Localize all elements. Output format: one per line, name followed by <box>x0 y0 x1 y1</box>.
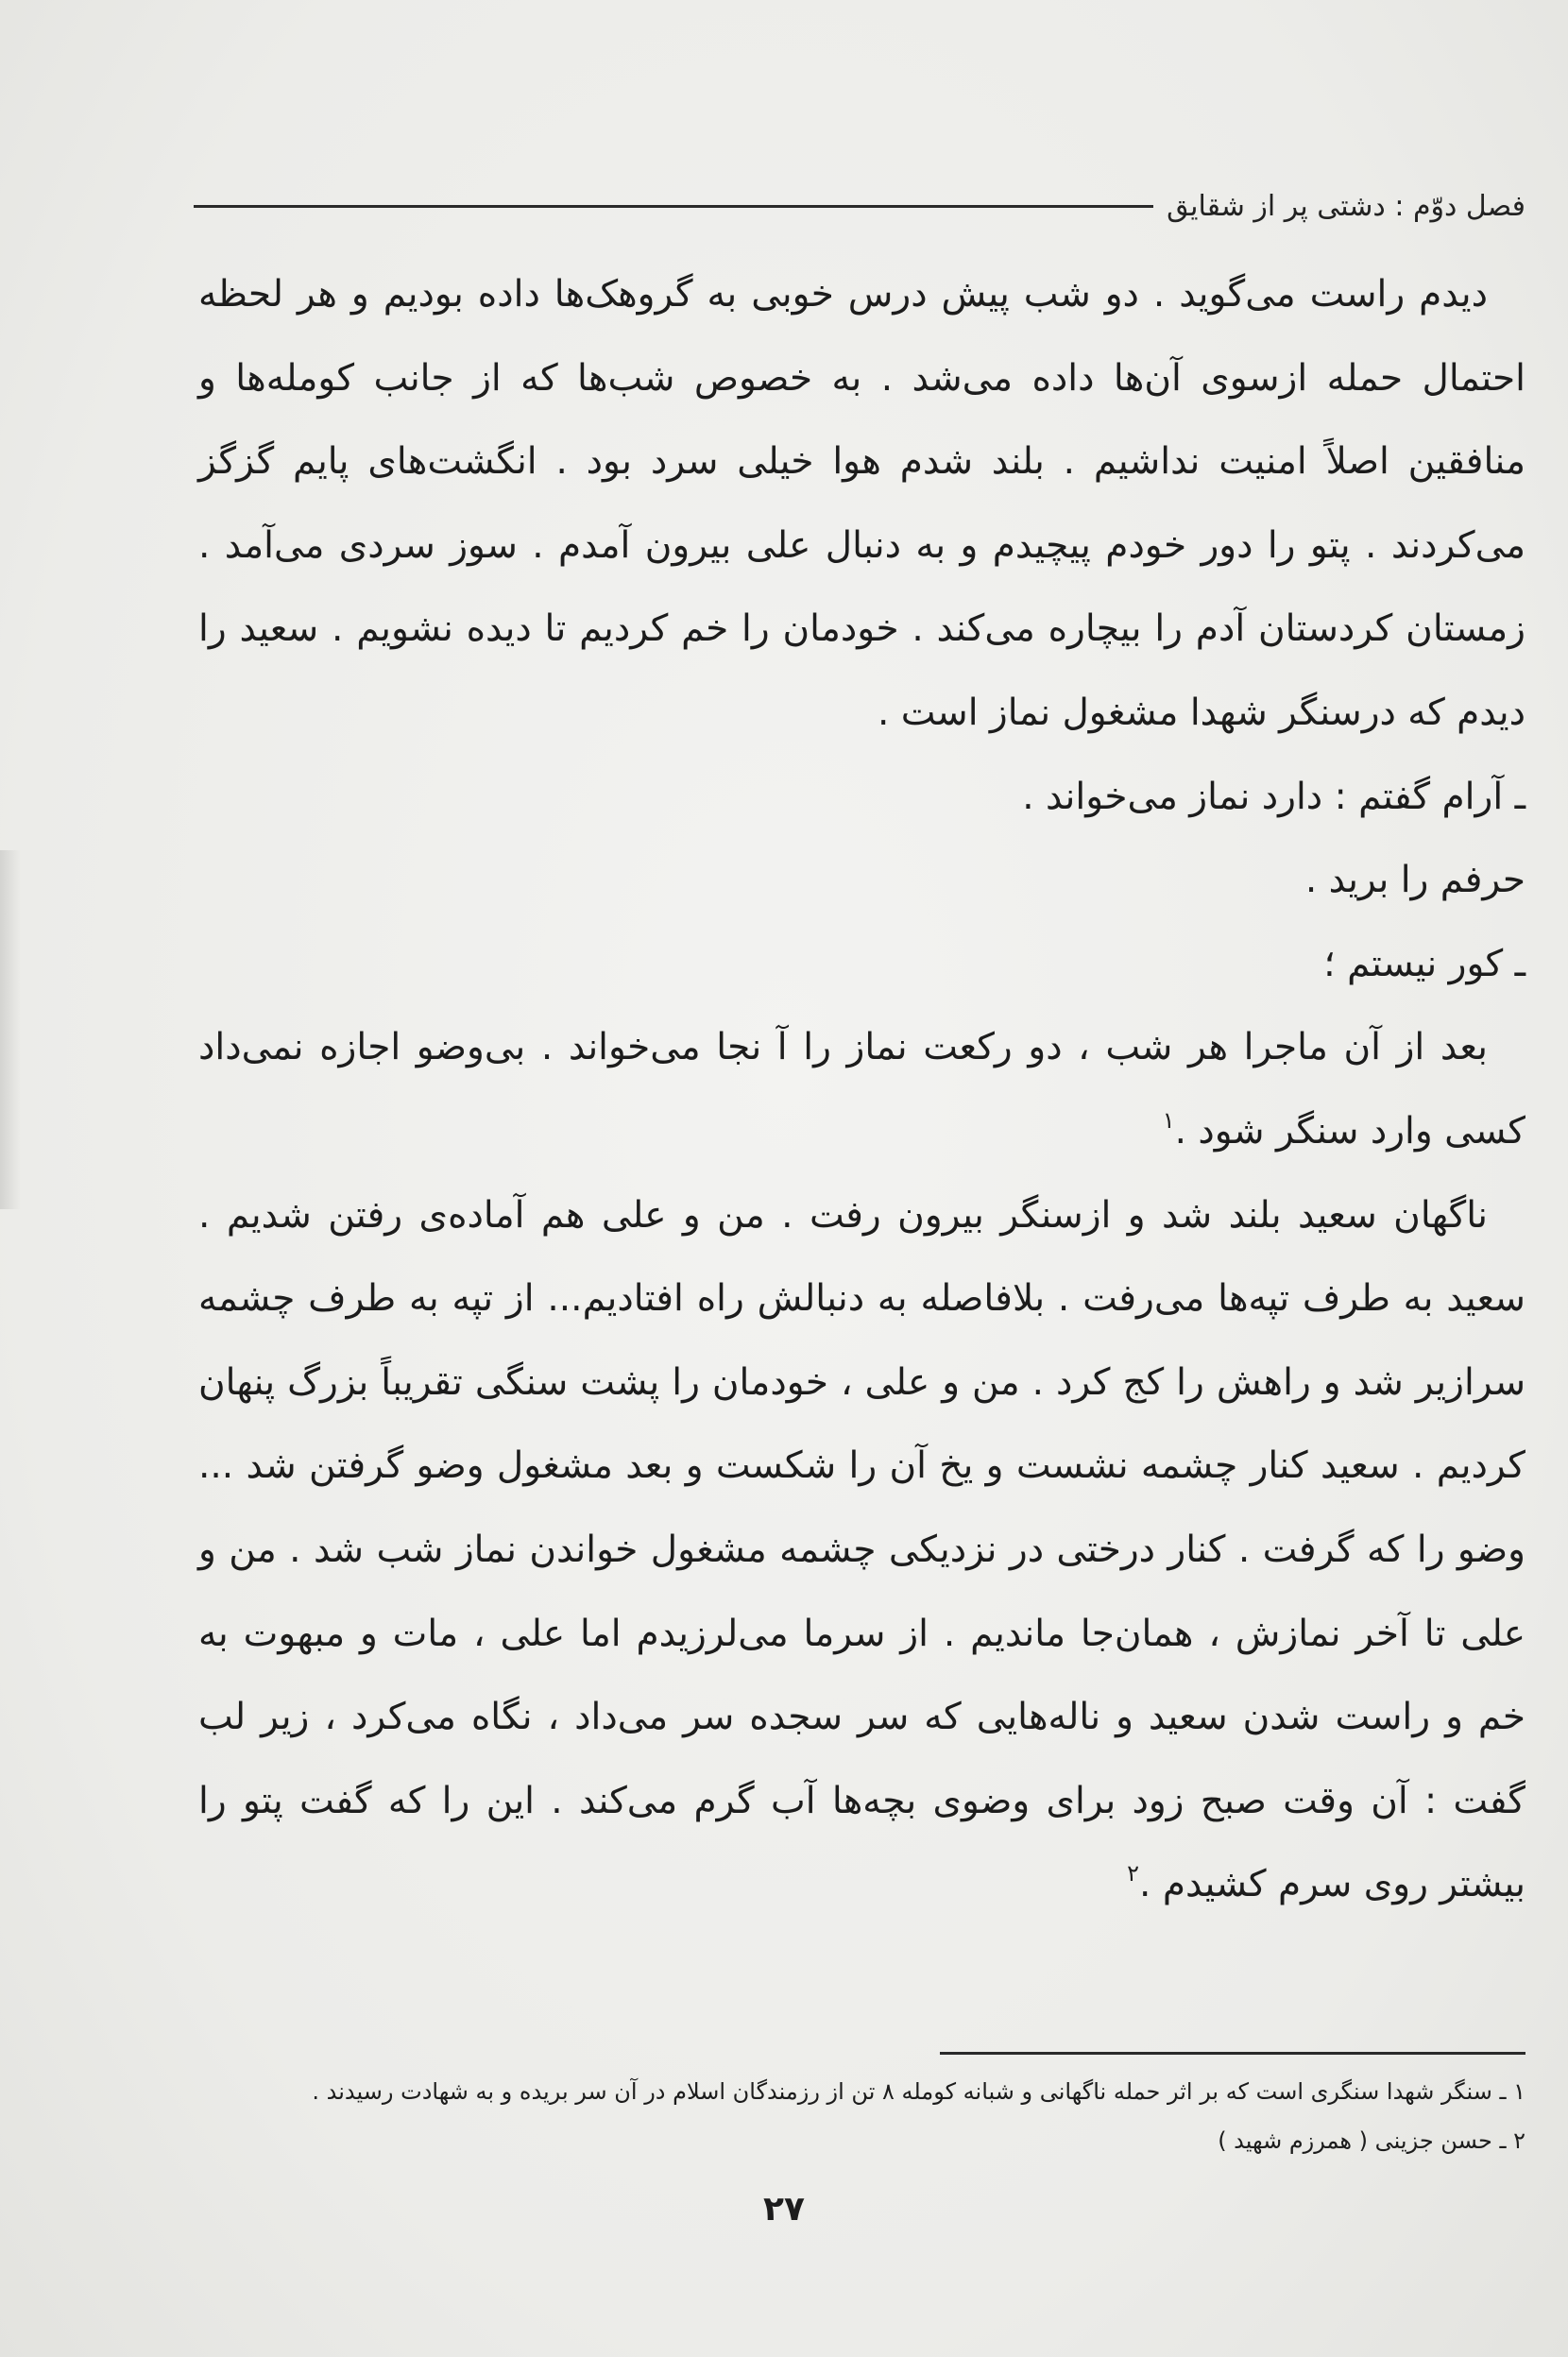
dialogue-line: ـ کور نیستم ؛ <box>1323 942 1525 985</box>
paragraph: دیدم راست می‌گوید . دو شب پیش درس خوبی به گروهک‌ها داده بودیم و هر لحظه احتمال حمله ازسوی آن‌ها داده می‌شد . به خصوص شب‌ها که از جانب کومله‌ها و منافقین اصلاً امنیت نداشیم . بلند شدم هوا خیلی سرد بود . انگشت‌های پایم گزگز می‌کردند . پتو را دور خودم پیچیدم و به دنبال علی بیرون آمدم . سوز سردی می‌آمد . زمستان کردستان آدم را بیچاره می‌کند . خودمان را خم کردیم تا دیده نشویم . سعید را دیدم که درسنگر شهدا مشغول نماز است . <box>198 273 1525 734</box>
paragraph <box>198 1006 1525 1173</box>
paragraph-text: ناگهان سعید بلند شد و ازسنگر بیرون رفت . من و علی هم آماده‌ی رفتن شدیم . سعید به طرف تپه‌ها می‌رفت . بلافاصله به دنبالش راه افتادیم... از تپه به طرف چشمه سرازیر شد و راهش را کج کرد . من و علی ، خودمان را پشت سنگی تقریباً بزرگ پنهان کردیم . سعید کنار چشمه نشست و یخ آن را شکست و بعد مشغول وضو گرفتن شد ... وضو را که گرفت . کنار درختی در نزدیکی چشمه مشغول خواندن نماز شب شد . من و علی تا آخر نمازش ، همان‌جا ماندیم . از سرما می‌لرزیدم اما علی ، مات و مبهوت به خم و راست شدن سعید و ناله‌هایی که سر سجده سر می‌داد ، نگاه می‌کرد ، زیر لب گفت : آن وقت صبح زود برای وضوی بچه‌ها آب گرم می‌کند . این را که گفت پتو را بیشتر روی سرم کشیدم . <box>198 1193 1525 1906</box>
scan-shadow <box>0 850 21 1209</box>
paragraph-text: بعد از آن ماجرا هر شب ، دو رکعت نماز را آ نجا می‌خواند . بی‌وضو اجازه نمی‌داد کسی وارد سنگر شود . <box>198 1026 1525 1153</box>
running-header <box>194 178 1525 234</box>
page-number: ۲۷ <box>763 2190 805 2229</box>
header-rule <box>194 205 1153 208</box>
footnote: ۱ ـ سنگر شهدا سنگری است که بر اثر حمله ناگهانی و شبانه کومله ۸ تن از رزمندگان اسلام در آن سر بریده و به شهادت رسیدند . <box>312 2078 1525 2105</box>
dialogue-line: ـ آرام گفتم : دارد نماز می‌خواند . <box>1022 775 1525 818</box>
footnote: ۲ ـ حسن جزینی ( همرزم شهید ) <box>1218 2127 1525 2154</box>
footnote-ref: ۱ <box>1162 1106 1175 1134</box>
footnotes <box>198 2067 1525 2165</box>
footnote-rule <box>940 2052 1525 2055</box>
body-text <box>198 253 1525 1927</box>
paragraph <box>198 1174 1525 1927</box>
dialogue-line: حرفم را برید . <box>1304 859 1525 902</box>
chapter-title: فصل دوّم : دشتی پر از شقایق <box>1167 189 1525 223</box>
footnote-ref: ۲ <box>1127 1860 1140 1887</box>
